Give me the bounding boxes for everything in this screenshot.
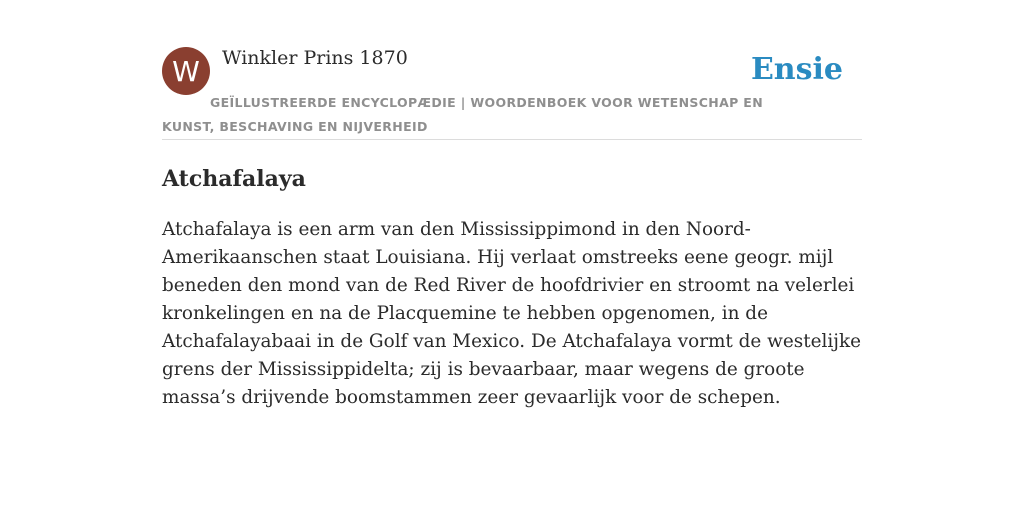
ensie-logo[interactable]: Ensie — [750, 52, 843, 87]
entry-title: Atchafalaya — [162, 166, 306, 192]
avatar-letter: W — [172, 54, 200, 88]
entry-body: Atchafalaya is een arm van den Mississippimond in den Noord-Amerikaanschen staat Louisiana. Hij verlaat omstreeks eene geogr. mijl beneden den mond van de Red River de hoofdrivier en stroomt na velerlei kronkelingen en na de Placquemine te hebben opgenomen, in de Atchafalayabaai in de Golf van Mexico. De Atchafalaya vormt de westelijke grens der Mississippidelta; zij is bevaarbaar, maar wegens de groote massa’s drijvende boomstammen zeer gevaarlijk voor de schepen. — [162, 219, 861, 408]
header-divider — [162, 139, 862, 140]
source-title[interactable]: Winkler Prins 1870 — [222, 47, 408, 69]
source-subtitle: GEÏLLUSTREERDE ENCYCLOPÆDIE | WOORDENBOEK VOOR WETENSCHAP EN KUNST, BESCHAVING EN NIJVERHEID — [162, 95, 764, 134]
source-avatar[interactable] — [162, 47, 210, 95]
